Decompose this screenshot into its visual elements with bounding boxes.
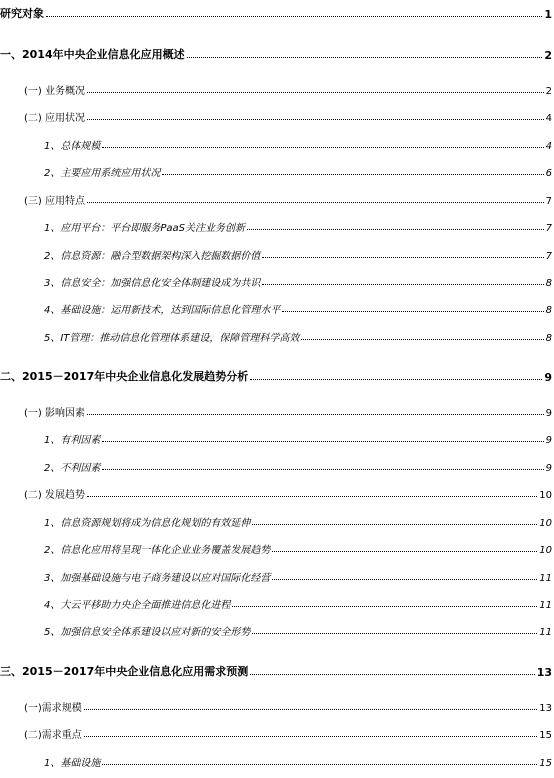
- toc-entry-1-2-1[interactable]: [0, 134, 554, 152]
- dot-leader: [46, 16, 542, 17]
- toc-entry-page: 8: [545, 278, 552, 289]
- toc-entry-title: (二) 应用状况: [24, 113, 85, 124]
- toc-entry-title: 4、基础设施：运用新技术，达到国际信息化管理水平: [44, 305, 281, 316]
- dot-leader: [250, 674, 534, 675]
- toc-entry-title: 1、信息资源规划将成为信息化规划的有效延伸: [44, 518, 251, 529]
- dot-leader: [102, 469, 543, 470]
- toc-entry-page: 8: [545, 305, 552, 316]
- toc-entry-page: 9: [545, 435, 552, 446]
- toc-entry-title: 5、IT管理：推动信息化管理体系建设，保障管理科学高效: [44, 333, 300, 344]
- toc-entry-1-3-2[interactable]: [0, 244, 554, 262]
- toc-entry-page: 13: [539, 703, 552, 714]
- dot-leader: [250, 379, 542, 380]
- toc-entry-title: 5、加强信息安全体系建设以应对新的安全形势: [44, 627, 251, 638]
- dot-leader: [232, 606, 537, 607]
- toc-entry-page: 10: [539, 545, 552, 556]
- toc-entry-title: (一) 业务概况: [24, 86, 85, 97]
- toc-entry-1-3-3[interactable]: [0, 271, 554, 289]
- dot-leader: [272, 551, 537, 552]
- dot-leader: [282, 311, 543, 312]
- toc-entry-title: (一) 影响因素: [24, 408, 85, 419]
- dot-leader: [301, 339, 543, 340]
- toc-entry-title: 3、信息安全：加强信息化安全体制建设成为共识: [44, 278, 261, 289]
- toc-entry-title: 研究对象: [0, 7, 44, 20]
- toc-entry-page: 9: [544, 371, 552, 384]
- toc-entry-2-2-5[interactable]: [0, 620, 554, 638]
- toc-entry-page: 4: [545, 113, 552, 124]
- toc-entry-page: 13: [536, 666, 552, 679]
- toc-entry-2-2-4[interactable]: [0, 593, 554, 611]
- toc-entry-page: 8: [545, 333, 552, 344]
- toc-entry-page: 15: [539, 730, 552, 741]
- toc-entry-title: (二)需求重点: [24, 730, 82, 741]
- toc-entry-1-2-2[interactable]: [0, 161, 554, 179]
- toc-entry-section-3[interactable]: [0, 661, 554, 679]
- toc-entry-page: 15: [539, 758, 552, 769]
- toc-entry-title: 2、信息化应用将呈现一体化企业业务覆盖发展趋势: [44, 545, 271, 556]
- dot-leader: [87, 496, 537, 497]
- dot-leader: [87, 202, 544, 203]
- dot-leader: [187, 57, 543, 58]
- toc-entry-title: 1、应用平台：平台即服务PaaS关注业务创新: [44, 223, 245, 234]
- toc-entry-2-1-1[interactable]: [0, 428, 554, 446]
- toc-entry-research-object[interactable]: [0, 3, 554, 21]
- toc-entry-2-1-2[interactable]: [0, 456, 554, 474]
- toc-entry-page: 2: [545, 86, 552, 97]
- toc-entry-2-2-2[interactable]: [0, 538, 554, 556]
- dot-leader: [102, 764, 537, 765]
- toc-entry-1-3-4[interactable]: [0, 298, 554, 316]
- toc-entry-page: 10: [539, 490, 552, 501]
- toc-entry-page: 2: [544, 49, 552, 62]
- dot-leader: [84, 736, 537, 737]
- toc-entry-title: 2、主要应用系统应用状况: [44, 168, 161, 179]
- dot-leader: [87, 414, 544, 415]
- dot-leader: [102, 441, 543, 442]
- dot-leader: [87, 119, 544, 120]
- toc-entry-title: (二) 发展趋势: [24, 490, 85, 501]
- toc-entry-title: 2、信息资源：融合型数据架构深入挖掘数据价值: [44, 251, 261, 262]
- toc-entry-title: 1、有利因素: [44, 435, 101, 446]
- dot-leader: [272, 579, 537, 580]
- toc-entry-page: 6: [545, 168, 552, 179]
- dot-leader: [262, 284, 543, 285]
- dot-leader: [84, 709, 537, 710]
- toc-entry-title: 3、加强基础设施与电子商务建设以应对国际化经营: [44, 573, 271, 584]
- toc-entry-1-3-1[interactable]: [0, 216, 554, 234]
- toc-entry-page: 7: [545, 251, 552, 262]
- toc-entry-2-1[interactable]: [0, 401, 554, 419]
- toc-entry-page: 11: [539, 573, 552, 584]
- toc-entry-1-2[interactable]: [0, 106, 554, 124]
- dot-leader: [162, 174, 543, 175]
- dot-leader: [262, 257, 543, 258]
- toc-entry-page: 9: [545, 408, 552, 419]
- toc-entry-2-2-1[interactable]: [0, 511, 554, 529]
- toc-entry-2-2[interactable]: [0, 483, 554, 501]
- toc-entry-page: 10: [539, 518, 552, 529]
- toc-entry-1-1[interactable]: [0, 79, 554, 97]
- toc-entry-page: 9: [545, 463, 552, 474]
- dot-leader: [252, 633, 537, 634]
- toc-entry-page: 7: [545, 196, 552, 207]
- toc-entry-3-2[interactable]: [0, 723, 554, 741]
- toc-entry-title: 1、总体规模: [44, 141, 101, 152]
- dot-leader: [247, 229, 544, 230]
- dot-leader: [252, 524, 537, 525]
- toc-entry-section-2[interactable]: [0, 366, 554, 384]
- toc-entry-page: 11: [539, 600, 552, 611]
- toc-entry-2-2-3[interactable]: [0, 566, 554, 584]
- toc-entry-page: 1: [544, 8, 552, 21]
- toc-entry-section-1[interactable]: [0, 44, 554, 62]
- toc-entry-title: 二、2015－2017年中央企业信息化发展趋势分析: [0, 370, 249, 383]
- toc-entry-3-1[interactable]: [0, 696, 554, 714]
- dot-leader: [102, 147, 543, 148]
- toc-entry-title: (一)需求规模: [24, 703, 82, 714]
- toc-entry-title: 三、2015－2017年中央企业信息化应用需求预测: [0, 665, 249, 678]
- toc-entry-title: 1、基础设施: [44, 758, 101, 769]
- toc-entry-title: 4、大云平移助力央企全面推进信息化进程: [44, 600, 231, 611]
- toc-entry-1-3-5[interactable]: [0, 326, 554, 344]
- toc-entry-title: (三) 应用特点: [24, 196, 85, 207]
- dot-leader: [87, 92, 544, 93]
- toc-entry-page: 7: [545, 223, 552, 234]
- toc-entry-3-2-1[interactable]: [0, 751, 554, 769]
- toc-entry-page: 11: [539, 627, 552, 638]
- toc-entry-title: 一、2014年中央企业信息化应用概述: [0, 48, 185, 61]
- toc-entry-page: 4: [545, 141, 552, 152]
- toc-entry-title: 2、不利因素: [44, 463, 101, 474]
- toc-entry-1-3[interactable]: [0, 189, 554, 207]
